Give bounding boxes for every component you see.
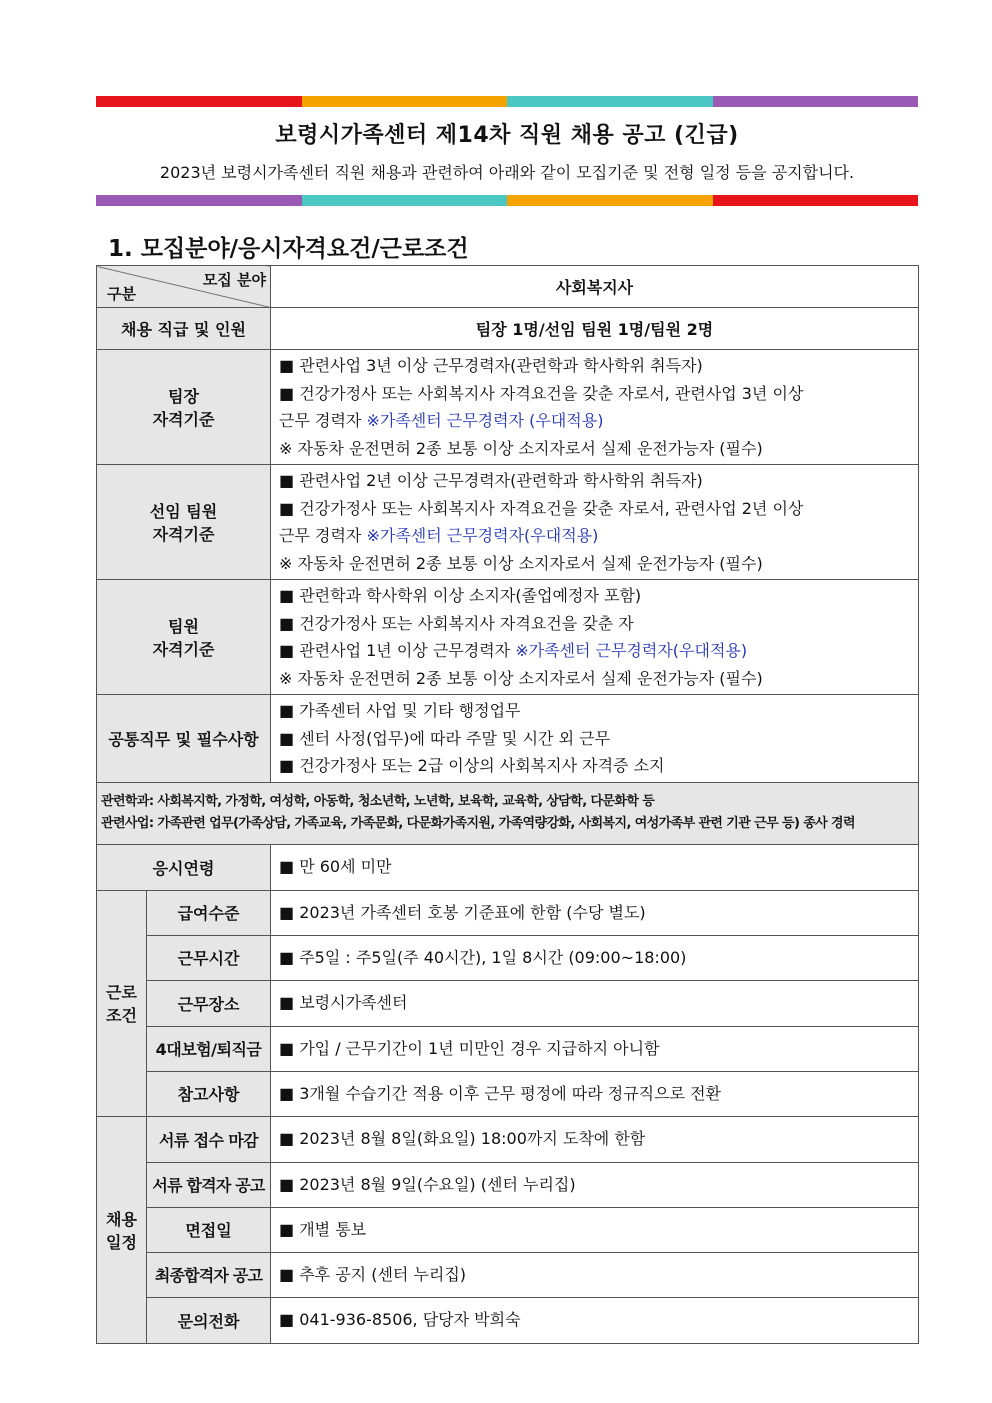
condition-value: ■ 주5일 : 주5일(주 40시간), 1일 8시간 (09:00~18:00) (271, 935, 919, 980)
table-row (97, 980, 919, 1026)
section-title: 1. 모집분야/응시자격요건/근로조건 (108, 236, 469, 262)
condition-label: 참고사항 (147, 1071, 271, 1116)
table-row (97, 1297, 919, 1343)
duty-line: ■ 센터 사정(업무)에 따라 주말 및 시간 외 근무 (279, 728, 611, 748)
schedule-item-value: ■ 041-936-8506, 담당자 박희숙 (271, 1297, 919, 1343)
related-work: 관련사업: 가족관련 업무(가족상담, 가족교육, 가족문화, 다문화가족지원, 가족역량강화, 사회복지, 여성가족부 관련 기관 근무 등) 종사 경력 (101, 816, 855, 831)
schedule-item-label: 서류 합격자 공고 (147, 1162, 271, 1207)
bar-segment-orange (507, 195, 713, 206)
positions-value: 팀장 1명/선임 팀원 1명/팀원 2명 (271, 308, 919, 350)
table-row (97, 844, 919, 890)
condition-value: ■ 3개월 수습기간 적용 이후 근무 평정에 따라 정규직으로 전환 (271, 1071, 919, 1116)
preference-note: ※가족센터 근무경력자 (우대적용) (366, 411, 604, 430)
criteria-line: ■ 건강가정사 또는 사회복지사 자격요건을 갖춘 자 (279, 613, 634, 633)
age-label: 응시연령 (97, 844, 271, 890)
member-criteria (271, 580, 919, 695)
bar-segment-purple (96, 195, 302, 206)
table-row (97, 465, 919, 580)
bar-segment-red (96, 96, 302, 107)
preference-note: ※가족센터 근무경력자(우대적용) (366, 526, 599, 545)
related-fields-note (97, 782, 919, 844)
bar-segment-purple (713, 96, 919, 107)
condition-value: ■ 2023년 가족센터 호봉 기준표에 한함 (수당 별도) (271, 890, 919, 935)
condition-label: 근무장소 (147, 980, 271, 1026)
common-label: 공통직무 및 필수사항 (97, 695, 271, 783)
bar-segment-red (713, 195, 919, 206)
criteria-line: 근무 경력자 ※가족센터 근무경력자(우대적용) (279, 526, 599, 545)
corner-cell (97, 266, 271, 308)
top-color-bar (96, 96, 918, 107)
condition-label: 4대보험/퇴직금 (147, 1026, 271, 1071)
page-title: 보령시가족센터 제14차 직원 채용 공고 (긴급) (275, 123, 739, 148)
criteria-line: ■ 관련사업 1년 이상 근무경력자 ※가족센터 근무경력자(우대적용) (279, 641, 748, 660)
bar-segment-teal (302, 195, 508, 206)
table-row (97, 1116, 919, 1162)
schedule-item-label: 면접일 (147, 1207, 271, 1252)
table-row (97, 1162, 919, 1207)
criteria-line: ※ 자동차 운전면허 2종 보통 이상 소지자로서 실제 운전가능자 (필수) (279, 553, 763, 573)
field-header: 사회복지사 (271, 266, 919, 308)
table-row (97, 1207, 919, 1252)
schedule-item-value: ■ 개별 통보 (271, 1207, 919, 1252)
related-majors: 관련학과: 사회복지학, 가정학, 여성학, 아동학, 청소년학, 노년학, 보육학, 교육학, 상담학, 다문화학 등 (101, 794, 655, 809)
preference-note: ※가족센터 근무경력자(우대적용) (515, 641, 748, 660)
work-conditions-label: 근로 조건 (97, 890, 147, 1116)
common-duties (271, 695, 919, 783)
page-subtitle: 2023년 보령시가족센터 직원 채용과 관련하여 아래와 같이 모집기준 및 전형 일정 등을 공지합니다. (159, 163, 855, 182)
leader-label: 팀장 자격기준 (97, 350, 271, 465)
schedule-label: 채용 일정 (97, 1116, 147, 1343)
table-row (97, 935, 919, 980)
table-row (97, 1071, 919, 1116)
positions-label: 채용 직급 및 인원 (97, 308, 271, 350)
table-header-row (97, 266, 919, 308)
duty-line: ■ 가족센터 사업 및 기타 행정업무 (279, 701, 521, 720)
bar-segment-teal (507, 96, 713, 107)
member-label: 팀원 자격기준 (97, 580, 271, 695)
table-row (97, 350, 919, 465)
bottom-color-bar (96, 195, 918, 206)
condition-label: 급여수준 (147, 890, 271, 935)
corner-bottom-label: 구분 (107, 285, 136, 303)
schedule-item-label: 문의전화 (147, 1297, 271, 1343)
leader-criteria (271, 350, 919, 465)
schedule-item-label: 서류 접수 마감 (147, 1116, 271, 1162)
bar-segment-orange (302, 96, 508, 107)
senior-criteria (271, 465, 919, 580)
condition-label: 근무시간 (147, 935, 271, 980)
senior-label: 선임 팀원 자격기준 (97, 465, 271, 580)
table-row (97, 1252, 919, 1297)
duty-line: ■ 건강가정사 또는 2급 이상의 사회복지사 자격증 소지 (279, 756, 665, 775)
table-row (97, 890, 919, 935)
criteria-line: ■ 관련사업 3년 이상 근무경력자(관련학과 학사학위 취득자) (279, 356, 703, 375)
criteria-line: ■ 건강가정사 또는 사회복지사 자격요건을 갖춘 자로서, 관련사업 3년 이상 (279, 383, 804, 403)
table-row (97, 308, 919, 350)
criteria-line: ※ 자동차 운전면허 2종 보통 이상 소지자로서 실제 운전가능자 (필수) (279, 438, 763, 458)
table-row (97, 695, 919, 783)
criteria-line: ■ 관련학과 학사학위 이상 소지자(졸업예정자 포함) (279, 586, 642, 605)
criteria-line: 근무 경력자 ※가족센터 근무경력자 (우대적용) (279, 411, 604, 430)
criteria-line: ■ 건강가정사 또는 사회복지사 자격요건을 갖춘 자로서, 관련사업 2년 이상 (279, 498, 804, 518)
table-row (97, 1026, 919, 1071)
corner-top-label: 모집 분야 (202, 271, 266, 289)
criteria-line: ■ 관련사업 2년 이상 근무경력자(관련학과 학사학위 취득자) (279, 471, 703, 490)
schedule-item-label: 최종합격자 공고 (147, 1252, 271, 1297)
schedule-item-value: ■ 2023년 8월 8일(화요일) 18:00까지 도착에 한함 (271, 1116, 919, 1162)
table-row (97, 580, 919, 695)
condition-value: ■ 가입 / 근무기간이 1년 미만인 경우 지급하지 아니함 (271, 1026, 919, 1071)
schedule-item-value: ■ 추후 공지 (센터 누리집) (271, 1252, 919, 1297)
condition-value: ■ 보령시가족센터 (271, 980, 919, 1026)
criteria-line: ※ 자동차 운전면허 2종 보통 이상 소지자로서 실제 운전가능자 (필수) (279, 668, 763, 688)
schedule-item-value: ■ 2023년 8월 9일(수요일) (센터 누리집) (271, 1162, 919, 1207)
recruitment-table (96, 265, 919, 1344)
table-row (97, 782, 919, 844)
age-value: ■ 만 60세 미만 (271, 844, 919, 890)
